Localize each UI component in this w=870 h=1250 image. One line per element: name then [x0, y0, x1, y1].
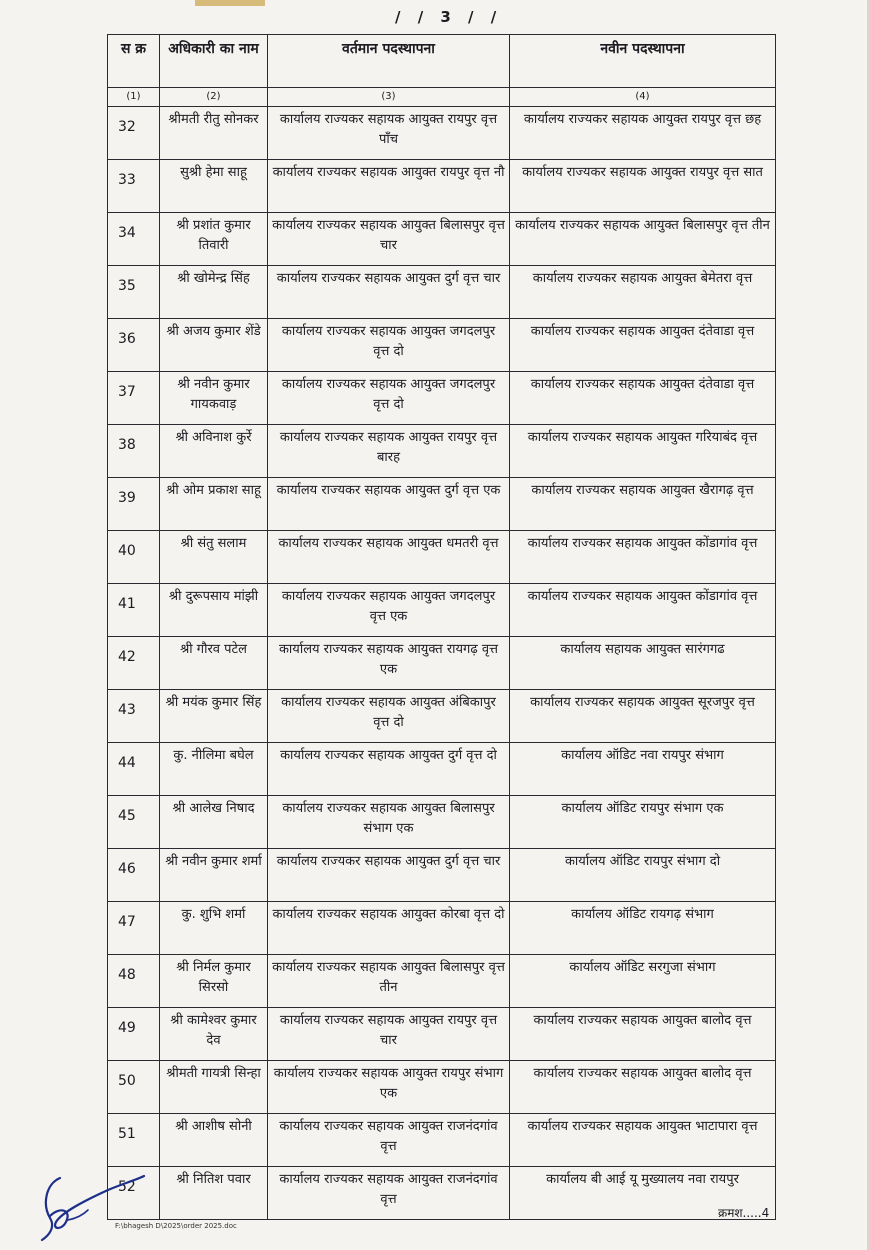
current-posting-cell: कार्यालय राज्यकर सहायक आयुक्त जगदलपुर वृत्त दो — [268, 372, 510, 425]
current-posting-cell: कार्यालय राज्यकर सहायक आयुक्त बिलासपुर वृत्त तीन — [268, 955, 510, 1008]
table-row — [108, 690, 776, 743]
table-row — [108, 107, 776, 160]
current-posting-cell: कार्यालय राज्यकर सहायक आयुक्त रायगढ़ वृत्त एक — [268, 637, 510, 690]
new-posting-cell: कार्यालय ऑडिट रायपुर संभाग दो — [510, 849, 776, 902]
top-edge-tab — [195, 0, 265, 6]
serial-number-cell: 34 — [108, 213, 160, 266]
officer-name-cell: श्री खोमेन्द्र सिंह — [160, 266, 268, 319]
serial-number-cell: 35 — [108, 266, 160, 319]
serial-number-cell: 50 — [108, 1061, 160, 1114]
serial-number-cell: 39 — [108, 478, 160, 531]
officer-name-cell: श्री अविनाश कुर्रे — [160, 425, 268, 478]
serial-number-cell: 38 — [108, 425, 160, 478]
serial-number-cell: 40 — [108, 531, 160, 584]
file-path-footer: F:\bhagesh D\2025\order 2025.doc — [115, 1222, 237, 1230]
new-posting-cell: कार्यालय राज्यकर सहायक आयुक्त रायपुर वृत्त सात — [510, 160, 776, 213]
column-number: (1) — [108, 88, 160, 107]
new-posting-cell: कार्यालय राज्यकर सहायक आयुक्त कोंडागांव वृत्त — [510, 584, 776, 637]
serial-number-cell: 45 — [108, 796, 160, 849]
serial-number-cell: 47 — [108, 902, 160, 955]
serial-number-cell: 42 — [108, 637, 160, 690]
new-posting-cell: कार्यालय ऑडिट रायपुर संभाग एक — [510, 796, 776, 849]
serial-number-cell: 44 — [108, 743, 160, 796]
officer-name-cell: श्री मयंक कुमार सिंह — [160, 690, 268, 743]
table-row — [108, 1061, 776, 1114]
current-posting-cell: कार्यालय राज्यकर सहायक आयुक्त जगदलपुर वृत्त दो — [268, 319, 510, 372]
current-posting-cell: कार्यालय राज्यकर सहायक आयुक्त जगदलपुर वृत्त एक — [268, 584, 510, 637]
table-row — [108, 584, 776, 637]
officer-name-cell: श्री आलेख निषाद — [160, 796, 268, 849]
current-posting-cell: कार्यालय राज्यकर सहायक आयुक्त अंबिकापुर वृत्त दो — [268, 690, 510, 743]
new-posting-cell: कार्यालय राज्यकर सहायक आयुक्त रायपुर वृत्त छह — [510, 107, 776, 160]
new-posting-cell: कार्यालय सहायक आयुक्त सारंगगढ — [510, 637, 776, 690]
table-row — [108, 1167, 776, 1220]
current-posting-cell: कार्यालय राज्यकर सहायक आयुक्त बिलासपुर संभाग एक — [268, 796, 510, 849]
header-current-posting: वर्तमान पदस्थापना — [268, 35, 510, 88]
officer-name-cell: श्री अजय कुमार शेंडे — [160, 319, 268, 372]
table-row — [108, 955, 776, 1008]
column-number: (3) — [268, 88, 510, 107]
officer-name-cell: श्रीमती गायत्री सिन्हा — [160, 1061, 268, 1114]
serial-number-cell: 52 — [108, 1167, 160, 1220]
new-posting-cell: कार्यालय राज्यकर सहायक आयुक्त बालोद वृत्त — [510, 1008, 776, 1061]
current-posting-cell: कार्यालय राज्यकर सहायक आयुक्त रायपुर वृत्त नौ — [268, 160, 510, 213]
current-posting-cell: कार्यालय राज्यकर सहायक आयुक्त धमतरी वृत्त — [268, 531, 510, 584]
table-row — [108, 1008, 776, 1061]
table-row — [108, 1114, 776, 1167]
new-posting-cell: कार्यालय राज्यकर सहायक आयुक्त बालोद वृत्त — [510, 1061, 776, 1114]
officer-name-cell: कु. नीलिमा बघेल — [160, 743, 268, 796]
officer-name-cell: श्री प्रशांत कुमार तिवारी — [160, 213, 268, 266]
officer-name-cell: श्री आशीष सोनी — [160, 1114, 268, 1167]
current-posting-cell: कार्यालय राज्यकर सहायक आयुक्त रायपुर वृत्त पाँच — [268, 107, 510, 160]
serial-number-cell: 46 — [108, 849, 160, 902]
officer-name-cell: श्री कामेश्वर कुमार देव — [160, 1008, 268, 1061]
officer-name-cell: श्री नवीन कुमार शर्मा — [160, 849, 268, 902]
table-row — [108, 266, 776, 319]
current-posting-cell: कार्यालय राज्यकर सहायक आयुक्त बिलासपुर वृत्त चार — [268, 213, 510, 266]
new-posting-cell: कार्यालय ऑडिट सरगुजा संभाग — [510, 955, 776, 1008]
new-posting-cell: कार्यालय ऑडिट नवा रायपुर संभाग — [510, 743, 776, 796]
new-posting-cell: कार्यालय राज्यकर सहायक आयुक्त सूरजपुर वृत्त — [510, 690, 776, 743]
new-posting-cell: कार्यालय ऑडिट रायगढ़ संभाग — [510, 902, 776, 955]
new-posting-cell: कार्यालय राज्यकर सहायक आयुक्त भाटापारा वृत्त — [510, 1114, 776, 1167]
header-new-posting: नवीन पदस्थापना — [510, 35, 776, 88]
current-posting-cell: कार्यालय राज्यकर सहायक आयुक्त दुर्ग वृत्त चार — [268, 266, 510, 319]
table-row — [108, 160, 776, 213]
officer-name-cell: श्री नवीन कुमार गायकवाड़ — [160, 372, 268, 425]
serial-number-cell: 32 — [108, 107, 160, 160]
officer-name-cell: कु. शुभि शर्मा — [160, 902, 268, 955]
current-posting-cell: कार्यालय राज्यकर सहायक आयुक्त दुर्ग वृत्त चार — [268, 849, 510, 902]
page-number: / / 3 / / — [395, 8, 503, 26]
table-body — [108, 107, 776, 1220]
table-row — [108, 531, 776, 584]
transfer-order-table — [107, 34, 776, 1220]
serial-number-cell: 33 — [108, 160, 160, 213]
current-posting-cell: कार्यालय राज्यकर सहायक आयुक्त रायपुर वृत्त चार — [268, 1008, 510, 1061]
officer-name-cell: श्री गौरव पटेल — [160, 637, 268, 690]
current-posting-cell: कार्यालय राज्यकर सहायक आयुक्त दुर्ग वृत्त एक — [268, 478, 510, 531]
officer-name-cell: श्री संतु सलाम — [160, 531, 268, 584]
officer-name-cell: श्री निर्मल कुमार सिरसो — [160, 955, 268, 1008]
column-number: (4) — [510, 88, 776, 107]
continued-marker: क्रमश.....4 — [718, 1206, 770, 1220]
new-posting-cell: कार्यालय राज्यकर सहायक आयुक्त बेमेतरा वृत्त — [510, 266, 776, 319]
new-posting-cell: कार्यालय राज्यकर सहायक आयुक्त खैरागढ़ वृत्त — [510, 478, 776, 531]
serial-number-cell: 37 — [108, 372, 160, 425]
header-officer-name: अधिकारी का नाम — [160, 35, 268, 88]
handwritten-signature — [38, 1170, 148, 1242]
serial-number-cell: 41 — [108, 584, 160, 637]
new-posting-cell: कार्यालय राज्यकर सहायक आयुक्त गरियाबंद वृत्त — [510, 425, 776, 478]
table-row — [108, 319, 776, 372]
new-posting-cell: कार्यालय राज्यकर सहायक आयुक्त दंतेवाडा वृत्त — [510, 372, 776, 425]
officer-name-cell: श्रीमती रीतु सोनकर — [160, 107, 268, 160]
serial-number-cell: 36 — [108, 319, 160, 372]
table-row — [108, 372, 776, 425]
current-posting-cell: कार्यालय राज्यकर सहायक आयुक्त राजनंदगांव वृत्त — [268, 1167, 510, 1220]
table-row — [108, 796, 776, 849]
current-posting-cell: कार्यालय राज्यकर सहायक आयुक्त रायपुर वृत्त बारह — [268, 425, 510, 478]
officer-name-cell: सुश्री हेमा साहू — [160, 160, 268, 213]
new-posting-cell: कार्यालय राज्यकर सहायक आयुक्त कोंडागांव वृत्त — [510, 531, 776, 584]
table-row — [108, 213, 776, 266]
serial-number-cell: 49 — [108, 1008, 160, 1061]
current-posting-cell: कार्यालय राज्यकर सहायक आयुक्त राजनंदगांव वृत्त — [268, 1114, 510, 1167]
officer-name-cell: श्री नितिश पवार — [160, 1167, 268, 1220]
serial-number-cell: 43 — [108, 690, 160, 743]
header-sno: स क्र — [108, 35, 160, 88]
table-row — [108, 902, 776, 955]
column-number: (2) — [160, 88, 268, 107]
table-row — [108, 637, 776, 690]
table-row — [108, 849, 776, 902]
current-posting-cell: कार्यालय राज्यकर सहायक आयुक्त रायपुर संभाग एक — [268, 1061, 510, 1114]
serial-number-cell: 48 — [108, 955, 160, 1008]
new-posting-cell: कार्यालय बी आई यू मुख्यालय नवा रायपुर — [510, 1167, 776, 1220]
column-number-row — [108, 88, 776, 107]
table-row — [108, 425, 776, 478]
new-posting-cell: कार्यालय राज्यकर सहायक आयुक्त बिलासपुर वृत्त तीन — [510, 213, 776, 266]
current-posting-cell: कार्यालय राज्यकर सहायक आयुक्त दुर्ग वृत्त दो — [268, 743, 510, 796]
serial-number-cell: 51 — [108, 1114, 160, 1167]
officer-name-cell: श्री दुरूपसाय मांझी — [160, 584, 268, 637]
table-header-row — [108, 35, 776, 88]
table-row — [108, 743, 776, 796]
new-posting-cell: कार्यालय राज्यकर सहायक आयुक्त दंतेवाडा वृत्त — [510, 319, 776, 372]
current-posting-cell: कार्यालय राज्यकर सहायक आयुक्त कोरबा वृत्त दो — [268, 902, 510, 955]
table-row — [108, 478, 776, 531]
officer-name-cell: श्री ओम प्रकाश साहू — [160, 478, 268, 531]
